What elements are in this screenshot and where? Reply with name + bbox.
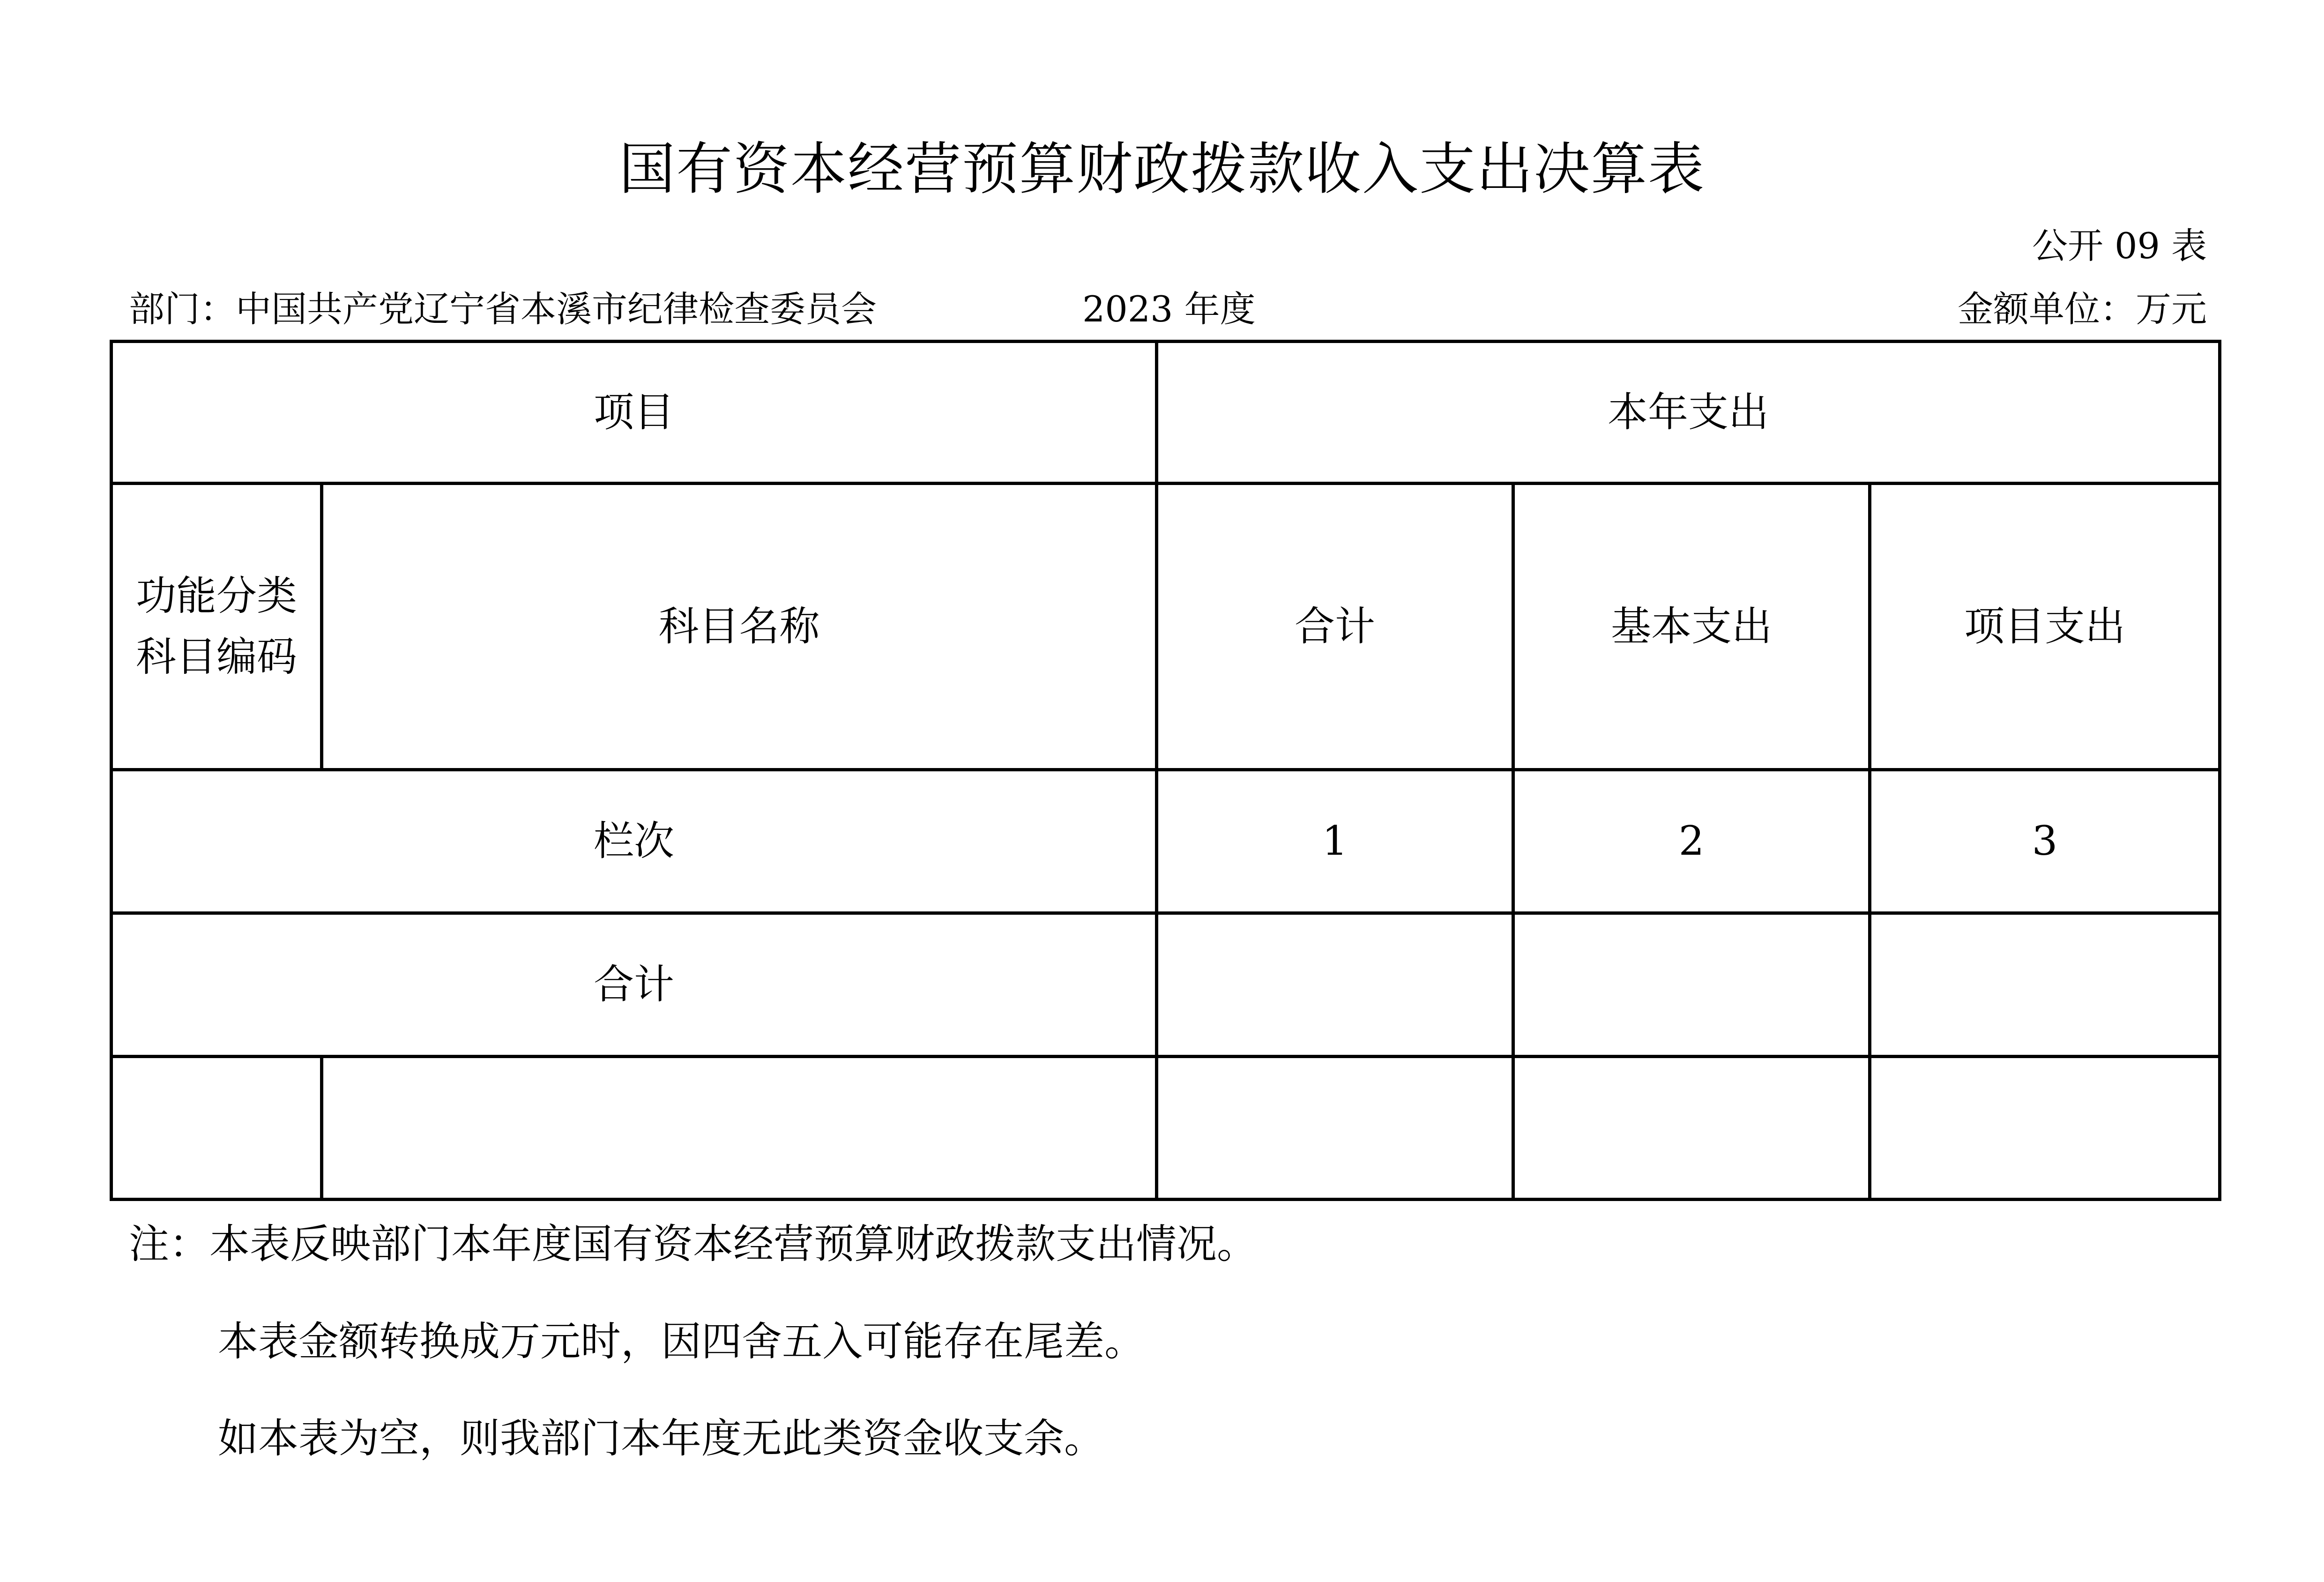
header-project-expense: 项目支出 [1870, 484, 2220, 770]
note-line-2: 本表金额转换成万元时，因四舍五入可能存在尾差。 [218, 1318, 1145, 1365]
header-total: 合计 [1157, 484, 1513, 770]
header-basic-expense: 基本支出 [1513, 484, 1870, 770]
column-index-3: 3 [1870, 770, 2220, 913]
form-number: 公开 09 表 [2032, 225, 2207, 267]
row-total-cell [1157, 1057, 1513, 1200]
column-index-label: 栏次 [112, 770, 1157, 913]
total-row-label: 合计 [112, 913, 1157, 1057]
department-label: 部门：中国共产党辽宁省本溪市纪律检查委员会 [129, 288, 877, 330]
header-row-bottom [112, 484, 2220, 770]
column-index-2: 2 [1513, 770, 1870, 913]
header-item: 项目 [112, 342, 1157, 484]
table-row [112, 1057, 2220, 1200]
document-title: 国有资本经营预算财政拨款收入支出决算表 [619, 137, 1705, 202]
column-index-row [112, 770, 2220, 913]
total-row-basic [1513, 913, 1870, 1057]
total-row-project [1870, 913, 2220, 1057]
report-table-container [110, 340, 2218, 1198]
header-current-year-expense: 本年支出 [1157, 342, 2220, 484]
row-basic-cell [1513, 1057, 1870, 1200]
header-func-code [112, 484, 322, 770]
header-row-top [112, 342, 2220, 484]
total-row [112, 913, 2220, 1057]
note-line-1: 注：本表反映部门本年度国有资本经营预算财政拨款支出情况。 [129, 1221, 1257, 1268]
report-table [110, 340, 2221, 1201]
total-row-total [1157, 913, 1513, 1057]
header-subject-name: 科目名称 [322, 484, 1157, 770]
row-code-cell [112, 1057, 322, 1200]
fiscal-year: 2023 年度 [1082, 288, 1256, 330]
row-project-cell [1870, 1057, 2220, 1200]
note-line-3: 如本表为空，则我部门本年度无此类资金收支余。 [218, 1415, 1104, 1462]
amount-unit: 金额单位：万元 [1958, 288, 2207, 330]
row-name-cell [322, 1057, 1157, 1200]
column-index-1: 1 [1157, 770, 1513, 913]
header-func-code-text: 功能分类科目编码 [136, 573, 297, 680]
